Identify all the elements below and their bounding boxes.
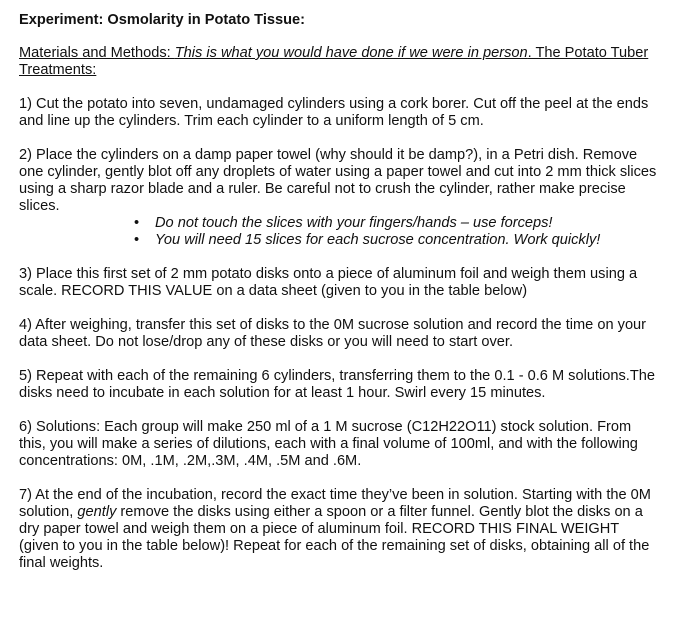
- bullet-item: [19, 215, 659, 232]
- bullet-item: [19, 232, 659, 249]
- step-4: 4) After weighing, transfer this set of disks to the 0M sucrose solution and record the time on your data sheet. Do not lose/drop any of these disks or you will need to start over.: [19, 317, 647, 350]
- step-6: 6) Solutions: Each group will make 250 ml of a 1 M sucrose (C12H22O11) stock solution. From this, you will make a series of dilutions, each with a final volume of 100ml, and with the following concentrations: 0M, .1M, .2M,.3M, .4M, .5M and .6M.: [19, 419, 638, 469]
- step-7-text-a: 7) At the end of the incubation, record the exact time they’ve been in solution. Starting with the 0M solution,: [19, 487, 651, 520]
- step-7-italic: gently: [77, 504, 117, 520]
- step-5: 5) Repeat with each of the remaining 6 cylinders, transferring them to the 0.1 - 0.6 M solutions.The disks need to incubate in each solution for at least 1 hour. Swirl every 15 minutes.: [19, 368, 655, 401]
- bullet-icon: •: [134, 215, 140, 231]
- materials-heading: [19, 45, 659, 79]
- step-7-text-b: remove the disks using either a spoon or a filter funnel. Gently blot the disks on a dry paper towel and weigh them on a piece of aluminum foil. RECORD THIS FINAL WEIGHT (given to you in the table below)! Repeat for each of the remaining set of disks, obtaining all of the final weights.: [19, 504, 650, 571]
- step-2-text: 2) Place the cylinders on a damp paper towel (why should it be damp?), in a Petri dish. Remove one cylinder, gently blot off any droplets of water using a paper towel and cut into 2 mm thick slices using a sharp razor blade and a ruler. Be careful not to crush the cylinder, rather make precise slices.: [19, 147, 657, 214]
- materials-lead: Materials and Methods:: [19, 45, 175, 61]
- materials-tail: . The Potato Tuber Treatments:: [19, 45, 649, 78]
- bullet-text: Do not touch the slices with your fingers/hands – use forceps!: [155, 215, 553, 231]
- document-body: [19, 12, 659, 572]
- materials-italic-note: This is what you would have done if we were in person: [174, 45, 528, 61]
- step-2-bullet-list: [19, 215, 659, 249]
- step-2: [19, 147, 659, 249]
- bullet-text: You will need 15 slices for each sucrose concentration. Work quickly!: [155, 232, 601, 248]
- document-title: Experiment: Osmolarity in Potato Tissue:: [19, 12, 305, 28]
- step-3: 3) Place this first set of 2 mm potato disks onto a piece of aluminum foil and weigh them using a scale. RECORD THIS VALUE on a data sheet (given to you in the table below): [19, 266, 638, 299]
- bullet-icon: •: [134, 232, 140, 248]
- step-7: [19, 487, 659, 572]
- step-1: 1) Cut the potato into seven, undamaged cylinders using a cork borer. Cut off the peel at the ends and line up the cylinders. Trim each cylinder to a uniform length of 5 cm.: [19, 96, 649, 129]
